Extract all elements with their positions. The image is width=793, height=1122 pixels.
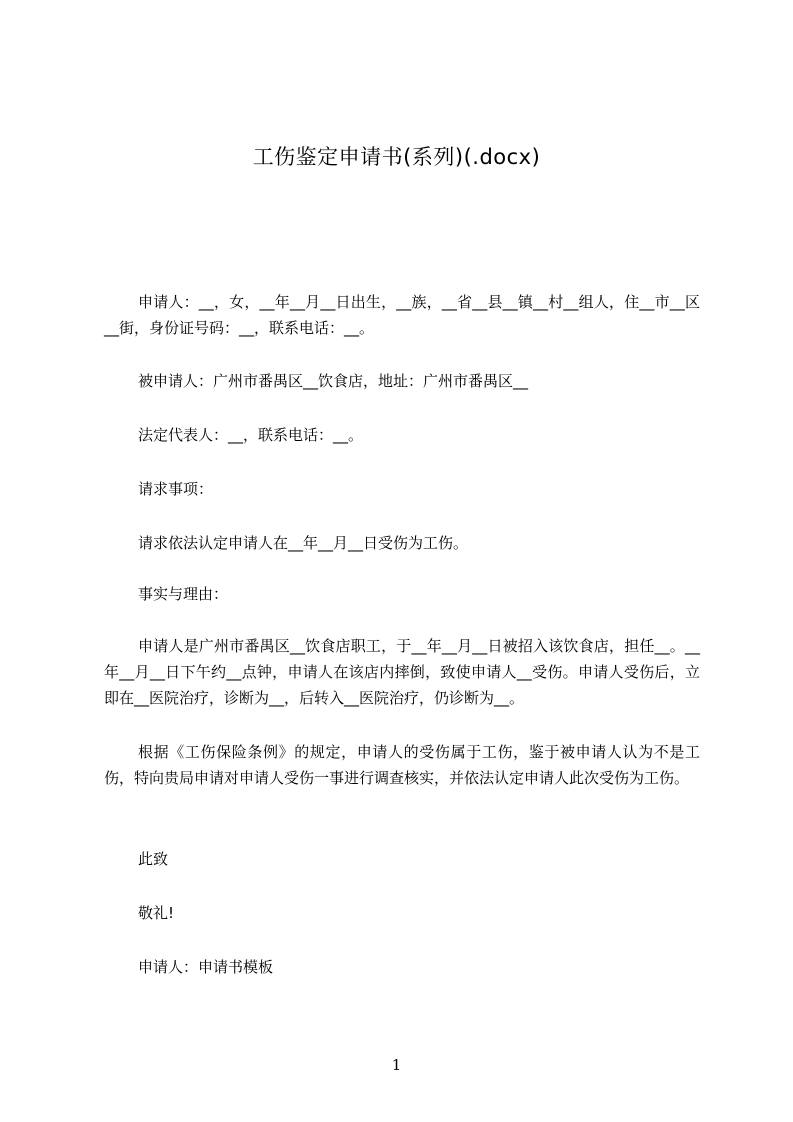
paragraph-request-body: 请求依法认定申请人在__年__月__日受伤为工伤。 — [138, 534, 469, 552]
signature-line: 申请人：申请书模板 — [138, 958, 274, 976]
closing-salutation: 此致 — [138, 850, 169, 868]
heading-request-items: 请求事项： — [138, 480, 214, 498]
document-title: 工伤鉴定申请书(系列)(.docx) — [252, 145, 541, 169]
page-number: 1 — [391, 1056, 402, 1074]
heading-facts-and-reasons: 事实与理由： — [138, 585, 229, 603]
closing-regards: 敬礼! — [138, 904, 175, 922]
paragraph-reasons-body: 根据《工伤保险条例》的规定，申请人的受伤属于工伤，鉴于被申请人认为不是工伤，特向贵局申请对申请人受伤一事进行调查核实，并依法认定申请人此次受伤为工伤。 — [104, 743, 700, 787]
paragraph-respondent: 被申请人：广州市番禺区__饮食店，地址：广州市番禺区__ — [138, 372, 529, 390]
paragraph-legal-representative: 法定代表人：__，联系电话：__。 — [138, 426, 364, 444]
paragraph-facts-body: 申请人是广州市番禺区__饮食店职工，于__年__月__日被招入该饮食店，担任__。__年__月__日下午约__点钟，申请人在该店内摔倒，致使申请人__受伤。申请人受伤后，立即在__医院治疗，诊断为__，后转入__医院治疗，仍诊断为__。 — [104, 637, 700, 707]
paragraph-applicant: 申请人：__，女，__年__月__日出生，__族，__省__县__镇__村__组人，住__市__区__街，身份证号码：__，联系电话：__。 — [104, 293, 700, 337]
